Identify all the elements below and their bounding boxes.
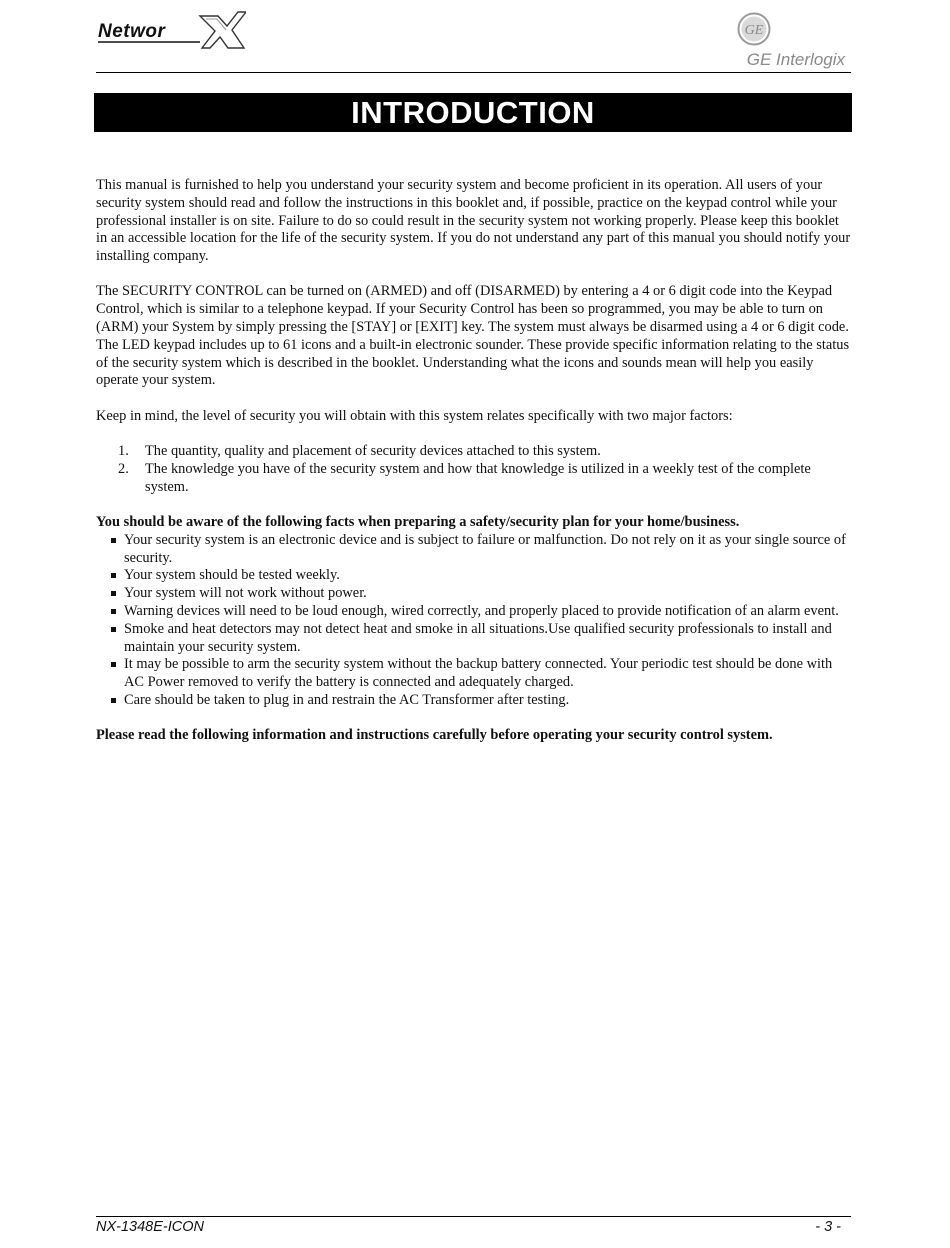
networx-logo	[96, 6, 246, 52]
ge-monogram-icon	[737, 12, 771, 46]
ge-interlogix-logo	[725, 10, 845, 72]
bullet-square-icon	[111, 662, 116, 667]
facts-heading: You should be aware of the following facts when preparing a safety/security plan for your home/business.	[96, 513, 740, 530]
list-text: The quantity, quality and placement of security devices attached to this system.	[145, 443, 601, 460]
bullet-square-icon	[111, 538, 116, 543]
bullet-square-icon	[111, 698, 116, 703]
svg-text:Networ: Networ	[98, 21, 166, 42]
bullet-square-icon	[111, 627, 116, 632]
list-item	[96, 656, 852, 692]
list-item	[96, 692, 852, 710]
brand-name: GE Interlogix	[746, 50, 845, 69]
list-number: 1.	[118, 443, 129, 460]
document-body	[96, 177, 852, 763]
document-id: NX-1348E-ICON	[96, 1219, 204, 1235]
header-divider	[96, 72, 851, 73]
page-number: - 3 -	[815, 1219, 841, 1235]
list-text: The knowledge you have of the security system and how that knowledge is utilized in a weekly test of the complete system.	[145, 460, 811, 495]
page-header	[96, 0, 851, 73]
list-number: 2.	[118, 460, 129, 477]
facts-list	[96, 532, 852, 710]
closing-note: Please read the following information and instructions carefully before operating your security control system.	[96, 727, 773, 744]
bullet-square-icon	[111, 573, 116, 578]
intro-paragraph: This manual is furnished to help you understand your security system and become proficient in its operation. All users of your security system should read and follow the instructions in this booklet and, if possible, practice on the keypad control while your professional installer is on site. Failure to do so could result in the security system not working properly. Please keep this booklet in an accessible location for the life of the security system. If you do not understand any part of this manual you should notify your installing company.	[96, 177, 851, 265]
footer-divider	[96, 1216, 851, 1217]
security-control-paragraph: The SECURITY CONTROL can be turned on (ARMED) and off (DISARMED) by entering a 4 or 6 digit code into the Keypad Control, which is similar to a telephone keypad. If your Security Control has been so programmed, you may be able to turn on (ARM) your System by simply pressing the [STAY] or [EXIT] key. The system must always be disarmed using a 4 or 6 digit code. The LED keypad includes up to 61 icons and a built-in electronic sounder. These provide specific information relating to the status of the security system which is described in the booklet. Understanding what the icons and sounds mean will help you easily operate your system.	[96, 283, 850, 389]
page-title: INTRODUCTION	[94, 93, 852, 132]
bullet-square-icon	[111, 609, 116, 614]
list-item	[96, 461, 852, 497]
list-item	[96, 532, 852, 568]
factors-list	[96, 443, 852, 496]
list-text: It may be possible to arm the security system without the backup battery connected. Your periodic test should be done with AC Power removed to verify the battery is connected and adequately charged.	[124, 656, 833, 691]
list-item	[96, 443, 852, 461]
svg-text:GE: GE	[744, 23, 764, 38]
bullet-square-icon	[111, 591, 116, 596]
list-text: Warning devices will need to be loud enough, wired correctly, and properly placed to provide notification of an alarm event.	[124, 602, 839, 619]
list-text: Your security system is an electronic device and is subject to failure or malfunction. Do not rely on it as your single source of security.	[124, 531, 846, 566]
factors-intro-paragraph: Keep in mind, the level of security you will obtain with this system relates specifically with two major factors:	[96, 407, 733, 424]
list-text: Your system should be tested weekly.	[124, 567, 340, 584]
list-item	[96, 567, 852, 585]
list-item	[96, 585, 852, 603]
list-text: Care should be taken to plug in and restrain the AC Transformer after testing.	[124, 691, 570, 708]
list-text: Your system will not work without power.	[124, 585, 367, 602]
list-item	[96, 621, 852, 657]
list-item	[96, 603, 852, 621]
list-text: Smoke and heat detectors may not detect heat and smoke in all situations.Use qualified security professionals to install and maintain your security system.	[124, 620, 832, 655]
